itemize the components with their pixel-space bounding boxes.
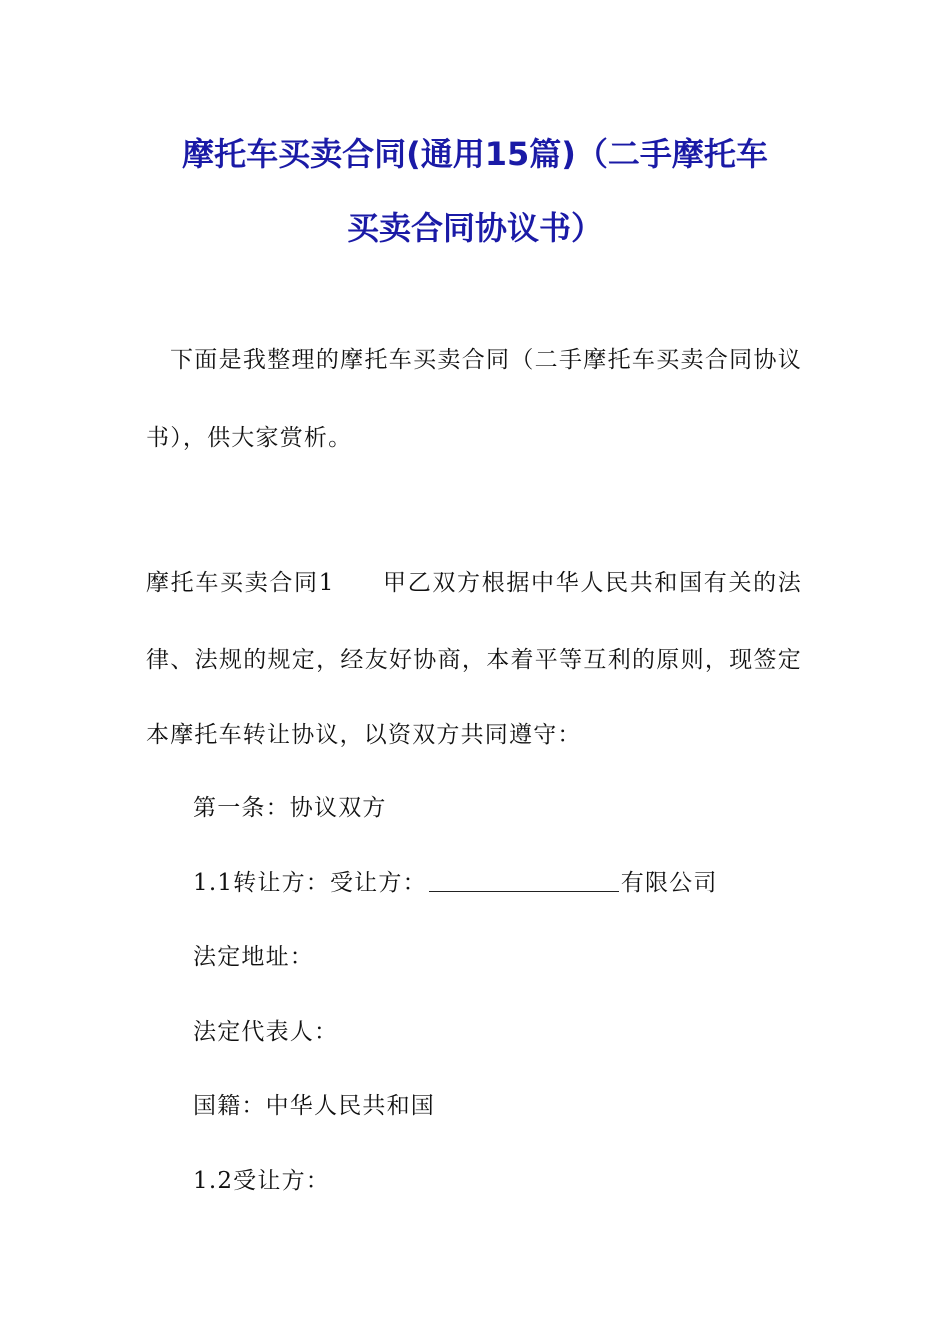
paragraph-1-line-2: 律、法规的规定，经友好协商，本着平等互利的原则，现签定 (146, 647, 802, 673)
article-1-heading: 第一条：协议双方 (193, 795, 387, 821)
intro-line-1: 下面是我整理的摩托车买卖合同（二手摩托车买卖合同协议 (170, 347, 802, 373)
contract-1-first-line (146, 568, 802, 598)
legal-representative-label: 法定代表人： (193, 1019, 339, 1045)
legal-address-label: 法定地址： (193, 944, 314, 970)
fill-in-blank (429, 869, 619, 892)
clause-1-1-suffix: 有限公司 (620, 870, 718, 896)
intro-line-2: 书），供大家赏析。 (146, 425, 353, 451)
clause-1-1-prefix: 1.1转让方：受让方： (193, 870, 427, 896)
clause-1-1 (193, 868, 718, 898)
nationality-line: 国籍：中华人民共和国 (193, 1093, 435, 1119)
document-title-line-2: 买卖合同协议书） (346, 209, 603, 247)
paragraph-1-line-3: 本摩托车转让协议，以资双方共同遵守： (146, 722, 582, 748)
clause-1-2: 1.2受让方： (193, 1168, 330, 1194)
contract-label: 摩托车买卖合同1 (146, 570, 335, 596)
document-title-line-1: 摩托车买卖合同(通用15篇)（二手摩托车 (182, 135, 768, 173)
paragraph-1-line-1: 甲乙双方根据中华人民共和国有关的法 (382, 570, 802, 596)
